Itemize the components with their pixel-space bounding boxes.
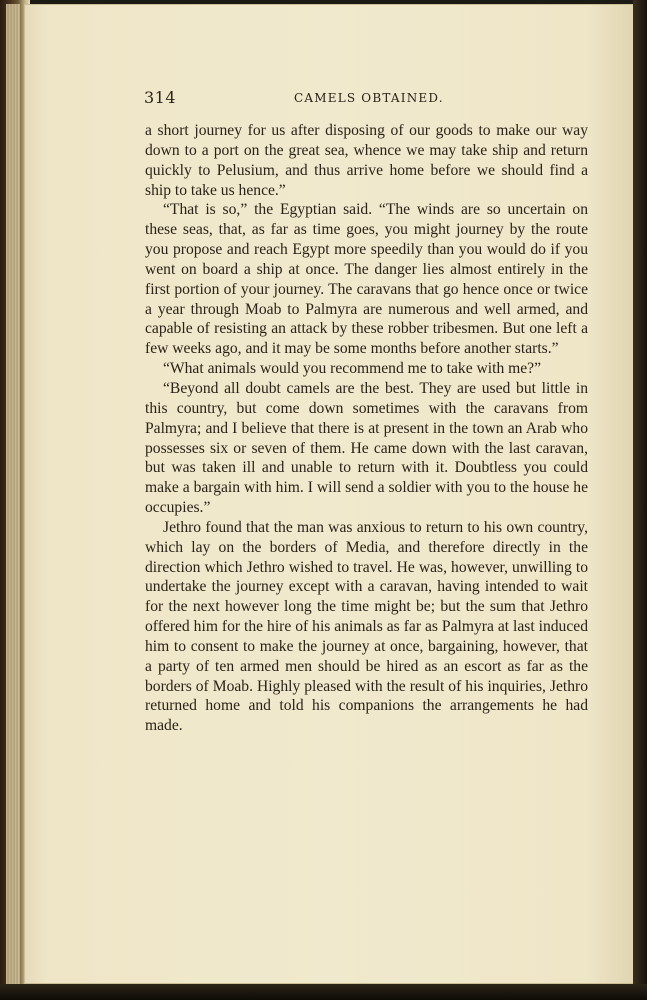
page-number: 314 — [144, 88, 177, 107]
paragraph: “What animals would you recommend me to take with me?” — [163, 360, 542, 378]
page-header — [144, 88, 590, 110]
body-text — [145, 121, 588, 736]
bottom-background-edge — [0, 984, 647, 1000]
paragraph: a short journey for us after disposing of our goods to make our way down to a port on the great sea, whence we may take ship and return quickly to Pelusium, and thus arrive home before we should find a ship to take us hence.” — [145, 122, 588, 199]
page-stack-edge — [6, 4, 20, 996]
paragraph: “Beyond all doubt camels are the best. They are used but little in this country, but come down sometimes with the caravans from Palmyra; and I believe that there is at present in the town an Arab who possesses six or seven of them. He came down with the last caravan, but was taken ill and unable to return with it. Doubtless you could make a bargain with him. I will send a soldier with you to the house he occupies.” — [145, 379, 588, 517]
paragraph: Jethro found that the man was anxious to return to his own country, which lay on the borders of Media, and therefore directly in the direction which Jethro wished to travel. He was, however, unwilling to undertake the journey except with a caravan, having intended to wait for the next however long the time might be; but the sum that Jethro offered him for the hire of his animals as far as Palmyra at last induced him to consent to make the journey at once, bargaining, however, that a party of ten armed men should be hired as an escort as far as the borders of Moab. Highly pleased with the result of his inquiries, Jethro returned home and told his companions the arrangements he had made. — [145, 518, 588, 735]
running-head: CAMELS OBTAINED. — [294, 91, 444, 105]
right-background-edge — [633, 0, 647, 1000]
paragraph: “That is so,” the Egyptian said. “The winds are so uncertain on these seas, that, as far as time goes, you might journey by the route you propose and reach Egypt more speedily than you would do if you went on board a ship at once. The danger lies almost entirely in the first portion of your journey. The caravans that go hence once or twice a year through Moab to Palmyra are numerous and well armed, and capable of resisting an attack by these robber tribesmen. But one left a few weeks ago, and it may be some months before another starts.” — [145, 201, 588, 358]
